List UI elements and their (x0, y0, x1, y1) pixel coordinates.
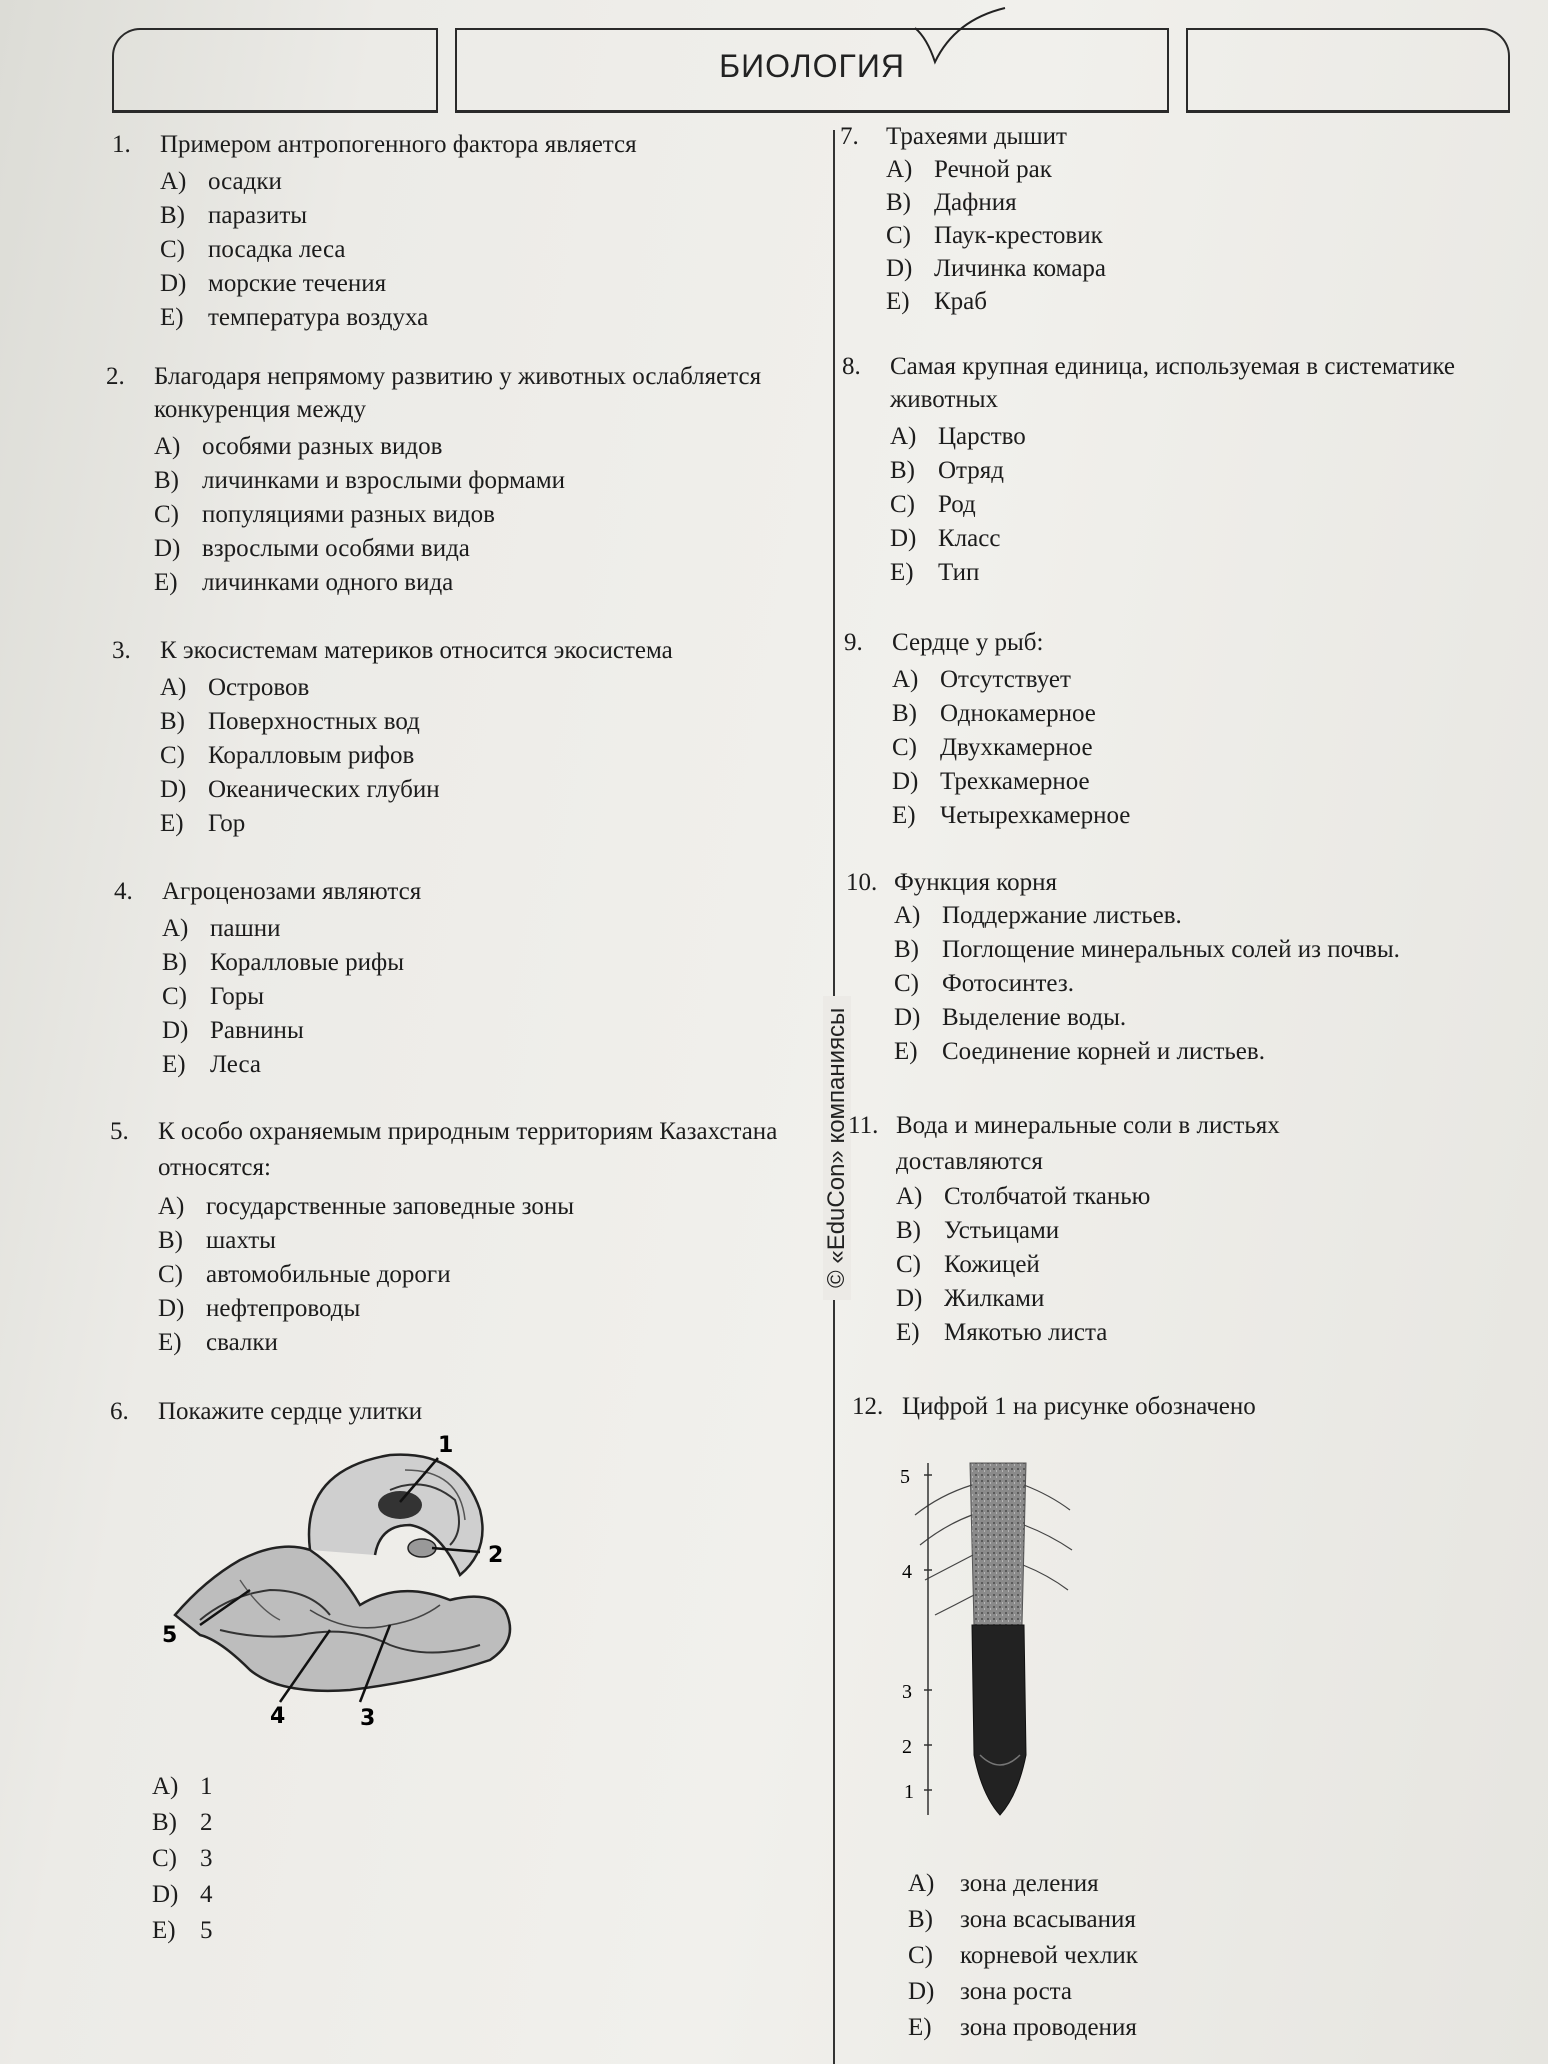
answer-option[interactable]: C) Двухкамерное (892, 734, 1093, 761)
root-label-5: 5 (900, 1466, 910, 1488)
question-5 (110, 1114, 810, 1360)
question-text: Функция корня (894, 869, 1058, 896)
answer-option[interactable]: B) Дафния (886, 189, 1017, 216)
question-text: Трахеями дышит (886, 123, 1067, 150)
answer-option[interactable]: A) государственные заповедные зоны (158, 1193, 575, 1220)
snail-anatomy-figure (160, 1430, 560, 1730)
answer-option[interactable]: E) Соединение корней и листьев. (894, 1038, 1265, 1065)
answer-option[interactable]: A) 1 (152, 1773, 213, 1800)
answer-option[interactable]: E) Леса (162, 1051, 262, 1078)
root-label-2: 2 (902, 1736, 912, 1758)
header-box-left (112, 28, 438, 113)
answer-option[interactable]: D) Равнины (162, 1017, 304, 1044)
question-text: Цифрой 1 на рисунке обозначено (902, 1393, 1256, 1420)
question-text: Сердце у рыб: (892, 629, 1044, 656)
answer-option[interactable]: B) Отряд (890, 457, 1005, 484)
answer-option[interactable]: D) Выделение воды. (894, 1004, 1127, 1031)
snail-label-2: 2 (488, 1543, 504, 1568)
answer-option[interactable]: D) зона роста (908, 1978, 1072, 2005)
answer-option[interactable]: C) автомобильные дороги (158, 1261, 451, 1288)
snail-label-3: 3 (360, 1706, 376, 1730)
root-label-4: 4 (902, 1561, 912, 1583)
answer-option[interactable]: D) Океанических глубин (160, 776, 440, 803)
question-8 (842, 350, 1522, 590)
question-text: К особо охраняемым природным территориям Казахстана относятся: (158, 1118, 778, 1181)
question-10 (846, 866, 1536, 1069)
question-text: Вода и минеральные соли в листьях доставляются (896, 1112, 1280, 1175)
answer-option[interactable]: E) личинками одного вида (154, 569, 454, 596)
answer-option[interactable]: C) Паук-крестовик (886, 222, 1103, 249)
snail-label-1: 1 (438, 1433, 454, 1458)
question-number: 4. (114, 878, 133, 905)
answer-option[interactable]: C) посадка леса (160, 236, 346, 263)
answer-option[interactable]: C) популяциями разных видов (154, 501, 495, 528)
question-number: 6. (110, 1398, 129, 1425)
root-tip-figure (890, 1455, 1090, 1835)
question-text: К экосистемам материков относится экосистема (160, 637, 673, 664)
question-number: 8. (842, 353, 861, 380)
answer-option[interactable]: E) 5 (152, 1917, 213, 1944)
question-6-options (104, 1769, 213, 1949)
answer-option[interactable]: C) Кожицей (896, 1251, 1040, 1278)
answer-option[interactable]: B) паразиты (160, 202, 308, 229)
answer-option[interactable]: E) Тип (890, 559, 980, 586)
question-number: 3. (112, 637, 131, 664)
answer-option[interactable]: A) Островов (160, 674, 310, 701)
answer-option[interactable]: D) Личинка комара (886, 255, 1107, 282)
question-4 (114, 875, 814, 1082)
question-text: Покажите сердце улитки (158, 1398, 423, 1425)
question-text: Примером антропогенного фактора является (160, 131, 637, 158)
question-text: Благодаря непрямому развитию у животных ослабляется конкуренция между (154, 363, 762, 423)
answer-option[interactable]: B) зона всасывания (908, 1906, 1136, 1933)
question-number: 11. (848, 1112, 879, 1139)
answer-option[interactable]: D) Класс (890, 525, 1001, 552)
answer-option[interactable]: B) Устьицами (896, 1217, 1060, 1244)
question-text: Агроценозами являются (162, 878, 422, 905)
header-box-right (1186, 28, 1510, 113)
answer-option[interactable]: E) Краб (886, 288, 987, 315)
question-3 (112, 634, 812, 841)
question-9 (844, 626, 1524, 833)
answer-option[interactable]: B) Коралловые рифы (162, 949, 405, 976)
question-12 (852, 1390, 1532, 1423)
answer-option[interactable]: B) 2 (152, 1809, 213, 1836)
answer-option[interactable]: D) нефтепроводы (158, 1295, 361, 1322)
answer-option[interactable]: B) Поверхностных вод (160, 708, 420, 735)
pen-checkmark-icon (905, 0, 1025, 70)
question-number: 5. (110, 1118, 129, 1145)
snail-label-5: 5 (162, 1623, 178, 1648)
question-number: 1. (112, 131, 131, 158)
question-12-options (860, 1866, 1138, 2046)
snail-label-4: 4 (270, 1704, 286, 1729)
answer-option[interactable]: A) Речной рак (886, 156, 1052, 183)
question-7 (840, 120, 1520, 318)
question-number: 7. (840, 123, 859, 150)
answer-option[interactable]: C) Горы (162, 983, 265, 1010)
answer-option[interactable]: E) зона проводения (908, 2014, 1137, 2041)
question-1 (112, 128, 812, 335)
answer-option[interactable]: E) Четырехкамерное (892, 802, 1131, 829)
question-11 (848, 1108, 1348, 1350)
question-number: 10. (846, 869, 878, 896)
answer-option[interactable]: E) температура воздуха (160, 304, 429, 331)
answer-option[interactable]: C) корневой чехлик (908, 1942, 1138, 1969)
answer-option[interactable]: D) Жилками (896, 1285, 1045, 1312)
answer-option[interactable]: D) взрослыми особями вида (154, 535, 470, 562)
answer-option[interactable]: A) Отсутствует (892, 666, 1071, 693)
answer-option[interactable]: A) осадки (160, 168, 282, 195)
answer-option[interactable]: B) Поглощение минеральных солей из почвы. (894, 936, 1400, 963)
answer-option[interactable]: C) Коралловым рифов (160, 742, 415, 769)
question-number: 2. (106, 363, 125, 390)
answer-option[interactable]: A) Царство (890, 423, 1026, 450)
answer-option[interactable]: D) 4 (152, 1881, 213, 1908)
answer-option[interactable]: B) Однокамерное (892, 700, 1096, 727)
answer-option[interactable]: D) Трехкамерное (892, 768, 1090, 795)
answer-option[interactable]: C) Фотосинтез. (894, 970, 1074, 997)
subject-title: БИОЛОГИЯ (719, 48, 905, 84)
question-2 (106, 360, 806, 600)
answer-option[interactable]: A) особями разных видов (154, 433, 443, 460)
question-6 (110, 1395, 810, 1428)
answer-option[interactable]: B) личинками и взрослыми формами (154, 467, 566, 494)
answer-option[interactable]: E) Гор (160, 810, 246, 837)
answer-option[interactable]: A) зона деления (908, 1870, 1099, 1897)
root-label-1: 1 (904, 1781, 914, 1803)
answer-option[interactable]: E) свалки (158, 1329, 278, 1356)
answer-option[interactable]: A) Поддержание листьев. (894, 902, 1182, 929)
question-number: 12. (852, 1393, 884, 1420)
question-number: 9. (844, 629, 863, 656)
answer-option[interactable]: C) 3 (152, 1845, 213, 1872)
answer-option[interactable]: D) морские течения (160, 270, 387, 297)
root-label-3: 3 (902, 1681, 912, 1703)
answer-option[interactable]: E) Мякотью листа (896, 1319, 1108, 1346)
copyright-note: © «EduCon» компаниясы (823, 996, 851, 1300)
answer-option[interactable]: A) пашни (162, 915, 281, 942)
answer-option[interactable]: A) Столбчатой тканью (896, 1183, 1151, 1210)
answer-option[interactable]: C) Род (890, 491, 976, 518)
answer-option[interactable]: B) шахты (158, 1227, 276, 1254)
question-text: Самая крупная единица, используемая в систематике животных (890, 353, 1455, 413)
